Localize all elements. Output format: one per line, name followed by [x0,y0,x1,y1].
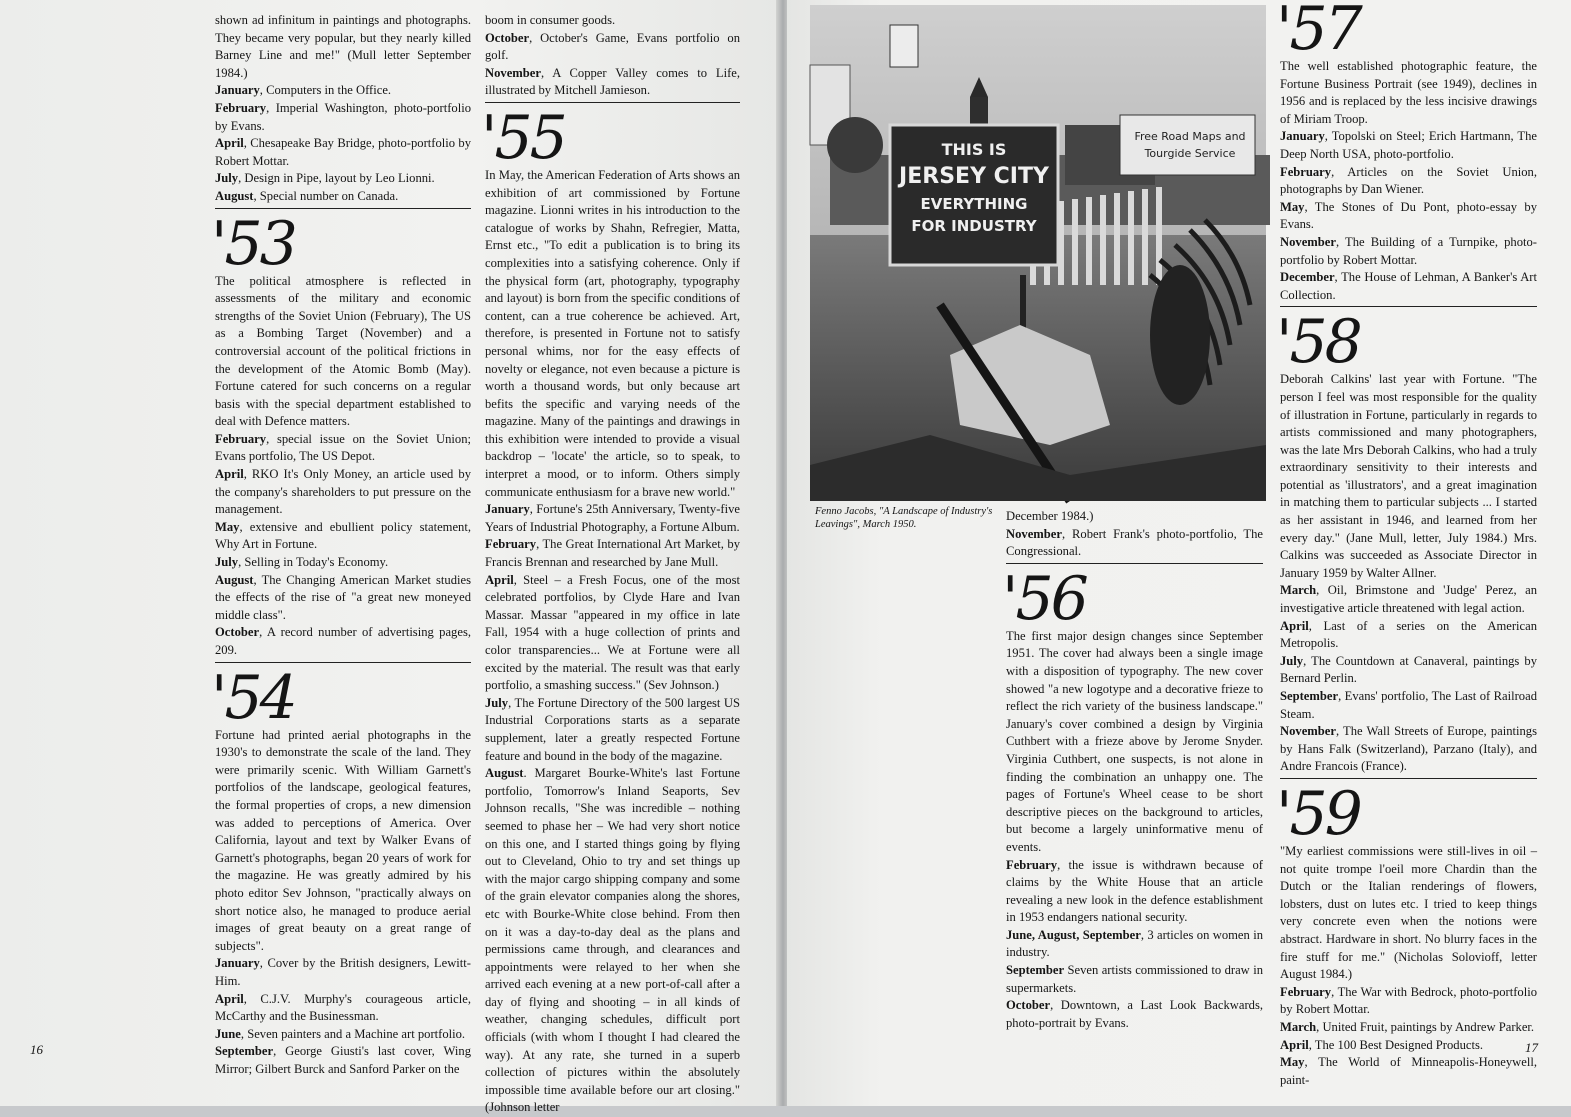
list-item [215,100,471,135]
entry-month: April [215,467,244,482]
entry-list [1280,582,1537,776]
entry-text: , the issue is withdrawn because of claims by the White House that an article revealing a new look in the defence establishment in 1953 endangers national security. [1006,857,1263,925]
entry-list [215,431,471,660]
list-item [1280,234,1537,269]
paragraph: The political atmosphere is reflected in assessments of the military and economic strengths of the Soviet Union (February), The US as a Bombing Target (November) and a controversial account of the political frictions in the development of the Atomic Bomb (May). Fortune catered for such concerns on a regular basis with the special department established to deal with Defence matters. [215,273,471,429]
entry-text: , Chesapeake Bay Bridge, photo-portfolio by Robert Mottar. [215,136,471,168]
entry-text: , A Copper Valley comes to Life, illustrated by Mitchell Jamieson. [485,65,740,98]
page-number-right: 17 [1525,1040,1538,1055]
list-item [485,501,740,536]
entry-text: , Robert Frank's photo-portfolio, The Congressional. [1006,526,1263,559]
entry-text: , RKO It's Only Money, an article used by the company's shareholders to put pressure on the management. [215,467,471,517]
entry-list [1280,128,1537,304]
year-heading-54: '54 [211,662,295,733]
entry-text: , The Wall Streets of Europe, paintings by Hans Falk (Switzerland), Parzano (Italy), and Andre Francois (France). [1280,724,1537,774]
billboard-line: Free Road Maps and [1134,130,1246,143]
entry-text: , United Fruit, paintings by Andrew Parker. [1316,1019,1535,1034]
list-item [215,170,471,188]
list-item [215,554,471,572]
list-item [485,572,740,695]
entry-month: January [1280,129,1325,144]
entry-text: , Fortune's 25th Anniversary, Twenty-five Years of Industrial Photography, a Fortune Album. [485,502,740,534]
entry-month: February [1280,984,1332,999]
entry-month: October [1006,998,1051,1013]
entry-month: February [1006,857,1058,872]
list-item [215,991,471,1026]
paragraph: "My earliest commissions were still-lives in oil – not quite trompe l'oeil more Chardin than the Dutch or the Italian renderings of flowers, lobsters, dust on lutes etc. I tried to keep things very concrete even when the notions were abstract. Hardware in short. No blurry faces in the fire stuff for me." (Nicholas Solovioff, letter August 1984.) [1280,843,1537,982]
list-item [1280,582,1537,617]
entry-list [1006,857,1263,1033]
list-item [1280,269,1537,304]
list-item [1280,688,1537,723]
list-item [1280,128,1537,163]
entry-text: , special issue on the Soviet Union; Evans portfolio, The US Depot. [215,431,471,464]
list-item [1280,199,1537,234]
list-item [1280,1037,1537,1055]
list-item [215,82,471,100]
sign-line: JERSEY CITY [899,164,1049,189]
list-item [215,1043,471,1078]
entry-text: , Oil, Brimstone and 'Judge' Perez, an investigative article threatened with legal action. [1280,583,1537,616]
list-item [1280,164,1537,199]
entry-text: . Margaret Bourke-White's last Fortune portfolio, Tomorrow's Inland Seaports, Sev Johnson recalls, "She was incredible – nothing seemed to phase her – We had very short notice on this one, and I started things going by flying out to Cleveland, Ohio to try and set things up with the major cargo shipping company and some of the grain elevator companies along the shores, etc with Bourke-White close behind. From then on it was a day-to-day deal as the plans and permissions came through, and clearances and appointments were relayed to her when she arrived each evening at a new port-of-call after a day of flying and shooting – in all kinds of weather, changing schedules, difficult port officials (with whom I thought I had cleared the way). At any rate, she turned in a superb collection of pictures within the absolutely impossible time available before our art closing." (Johnson letter [485,766,740,1115]
entry-text: , Last of a series on the American Metropolis. [1280,618,1537,651]
list-item [215,466,471,519]
entry-month: January [215,956,260,971]
entry-text: , Selling in Today's Economy. [238,555,389,570]
year-heading-53: '53 [211,208,295,279]
list-item [1006,927,1263,962]
list-item [215,624,471,659]
entry-text: , Topolski on Steel; Erich Hartmann, The Deep North USA, photo-portfolio. [1280,129,1537,161]
list-item [1006,857,1263,927]
list-item [215,1026,471,1044]
entry-month: January [215,83,260,98]
page-number-left: 16 [30,1042,43,1057]
entry-month: May [1280,199,1305,214]
list-item [1006,997,1263,1032]
list-item [215,188,471,206]
list-item [1280,618,1537,653]
entry-month: April [215,136,244,151]
list-item [485,536,740,571]
entry-month: March [1280,583,1317,598]
list-item [1280,1054,1537,1089]
entry-month: July [215,555,239,570]
sign-line: THIS IS [941,140,1007,159]
jersey-city-photo [810,5,1266,501]
paragraph: Deborah Calkins' last year with Fortune. "The person I feel was most responsible for the quality of illustration in Fortune, particularly in regards to artists commissioned and many photographers, was the late Mrs Deborah Calkins, who had a truly extraordinary sensitivity to their interests and potential as 'illustrators', and a great imagination in matching them to particular subjects ... I started as her assistant in 1946, and learned from her every day." (Jane Mull, letter, July 1984.) Mrs. Calkins was succeeded as Associate Director in January 1959 by Walter Allner. [1280,372,1537,580]
list-item [215,135,471,170]
entry-text: , Seven painters and a Machine art portfolio. [240,1026,466,1041]
paragraph: Fortune had printed aerial photographs in the 1930's to demonstrate the scale of the land. They were primarily scenic. With William Garnett's portfolios of the landscape, geological features, the formal properties of crops, a new dimension was added to perceptions of America. Over California, layout and text by Walker Evans of Garnett's photographs, began 20 years of work for the magazine. He was greatly admired by his photo editor Sev Johnson, "practically always on short notice also, he managed to produce aerial images of great beauty on a great range of subjects". [215,727,471,953]
paragraph: The well established photographic feature, the Fortune Business Portrait (see 1949), declines in 1956 and is replaced by the less incisive drawings of Miriam Troop. [1280,59,1537,126]
paragraph: December 1984.) [1006,509,1094,523]
list-item [215,431,471,466]
entry-month: July [1280,653,1304,668]
entry-text: , The Building of a Turnpike, photo-portfolio by Robert Mottar. [1280,234,1537,267]
entry-text: , The Great International Art Market, by Francis Brennan and researched by Jane Mull. [485,537,740,570]
photo-caption: Fenno Jacobs, "A Landscape of Industry's Leavings", March 1950. [815,506,993,530]
entry-month: August [485,766,524,781]
entry-text: , Special number on Canada. [253,188,399,203]
year-heading-55: '55 [481,102,565,173]
entry-month: February [215,100,267,115]
entry-month: April [1280,1037,1309,1052]
entry-text: , Articles on the Soviet Union, photographs by Dan Wiener. [1280,164,1537,197]
year-heading-59: '59 [1276,778,1360,849]
entry-text: , The Changing American Market studies the effects of the rise of "a great new moneyed middle class". [215,572,471,622]
list-item [215,519,471,554]
list-item [485,30,740,65]
entry-month: April [1280,618,1309,633]
billboard-line: Tourgide Service [1144,147,1236,160]
entry-month: May [215,519,240,534]
entry-month: October [485,30,530,45]
entry-month: September [1006,963,1065,978]
column-2 [481,12,740,1115]
entry-month: November [1280,724,1336,739]
entry-month: January [485,502,530,517]
entry-text: , 3 articles on women in industry. [1006,927,1263,960]
list-item [1280,653,1537,688]
entry-month: March [1280,1019,1317,1034]
entry-text: , Design in Pipe, layout by Leo Lionni. [238,171,435,186]
photo-illustration [810,5,1266,501]
entry-text: , The 100 Best Designed Products. [1308,1037,1484,1052]
entry-text: , C.J.V. Murphy's courageous article, McCarthy and the Businessman. [215,991,471,1024]
list-item [485,65,740,100]
entry-text: , Imperial Washington, photo-portfolio by Evans. [215,100,471,133]
list-item [1280,984,1537,1019]
paragraph: boom in consumer goods. [485,13,616,27]
entry-month: June [215,1026,241,1041]
entry-text: , The Fortune Directory of the 500 largest US Industrial Corporations starts as a separate supplement, later a greatly respected Fortune feature and bound in the body of the magazine. [485,695,740,763]
entry-month: August [215,572,254,587]
sign-line: EVERYTHING [920,195,1028,213]
entry-list [1280,984,1537,1090]
list-item [1006,526,1263,561]
entry-month: December [1280,270,1335,285]
entry-text: Seven artists commissioned to draw in supermarkets. [1006,963,1263,995]
paragraph: The first major design changes since September 1951. The cover had always been a single image with a disposition of typography. The new cover showed "a new logotype and a decorative frieze to reflect the rich variety of the business landscape." January's cover combined a design by Virginia Cuthbert with a frieze above by Jerome Snyder. Virginia Cuthbert, one suspects, is not alone in finding the combination an unhappy one. The pages of Fortune's Wheel cease to be short descriptive pieces on the background to articles, but become a largely uninformative menu of events. [1006,628,1263,854]
entry-month: July [485,695,509,710]
entry-month: November [1280,234,1336,249]
column-3 [1002,508,1263,1030]
year-heading-57: '57 [1276,0,1360,64]
entry-text: , A record number of advertising pages, 209. [215,625,471,657]
entry-text: , George Giusti's last cover, Wing Mirror; Gilbert Burck and Sanford Parker on the [215,1044,471,1076]
list-item [1280,723,1537,776]
entry-text: , The Countdown at Canaveral, paintings by Bernard Perlin. [1280,653,1537,686]
entry-month: October [215,625,260,640]
entry-list [485,30,740,100]
list-item [215,572,471,625]
entry-text: , October's Game, Evans portfolio on golf. [485,30,740,63]
entry-month: February [1280,164,1332,179]
entry-month: July [215,171,239,186]
entry-list [215,82,471,205]
entry-month: September [1280,689,1339,703]
entry-month: February [485,537,537,552]
list-item [485,765,740,1117]
entry-text: , Evans' portfolio, The Last of Railroad Steam. [1280,689,1537,721]
list-item [1006,962,1263,997]
entry-text: , The War with Bedrock, photo-portfolio by Robert Mottar. [1280,984,1537,1017]
entry-month: April [215,991,244,1006]
paragraph: In May, the American Federation of Arts shows an exhibition of art commissioned by Fortune magazine. Lionni writes in his introduction to the catalogue of works by Shahn, Refregier, Matta, Ernst etc., "To edit a publication is to bring its complexities into a satisfying coherence. Only if the physical form (art, photography, typography and layout) is born from the specific conditions of content, can a true coherence be achieved. Art, therefore, is presented in Fortune not to satisfy personal whims, nor for the easy effects of novelty or elegance, not even because a picture is worth a thousand words, but only because art befits the specific and varying needs of the magazine. Many of the paintings and drawings in this exhibition were intended to provide a visual backdrop – 'locate' the article, so to speak, to interpret a mood, or to inform. Others simply communicate enthusiasm for a brave new world." [485,167,740,499]
list-item [485,695,740,765]
entry-list [1006,526,1263,561]
column-1 [211,12,471,1076]
entry-month: April [485,572,514,587]
entry-text: , Cover by the British designers, Lewitt-Him. [215,956,471,988]
entry-text: , The World of Minneapolis-Honeywell, paint- [1280,1055,1537,1087]
entry-text: , extensive and ebullient policy statement, Why Art in Fortune. [215,519,471,552]
entry-month: September [215,1044,274,1059]
entry-month: May [1280,1055,1305,1070]
entry-text: , The Stones of Du Pont, photo-essay by Evans. [1280,199,1537,232]
entry-month: June, August, September [1006,927,1141,942]
entry-list [215,955,471,1078]
year-heading-58: '58 [1276,307,1360,378]
year-heading-56: '56 [1002,563,1086,634]
list-item [1280,1019,1537,1037]
sign-line: FOR INDUSTRY [911,217,1037,235]
paragraph: shown ad infinitum in paintings and photographs. They became very popular, but they nearly killed Barney Line and me!" (Mull letter September 1984.) [215,13,471,80]
entry-month: August [215,188,254,203]
entry-month: November [1006,526,1062,541]
entry-text: , Steel – a Fresh Focus, one of the most celebrated portfolios, by Clyde Hare and Ivan Massar. Massar "appeared in my office in late Fall, 1954 with a huge collection of prints and color transparencies... We at Fortune were all excited by the material. The result was that early portfolio, a smashing success." (Sev Johnson.) [485,572,740,693]
entry-text: , Downtown, a Last Look Backwards, photo-portrait by Evans. [1006,998,1263,1030]
entry-text: , Computers in the Office. [259,83,392,98]
list-item [215,955,471,990]
entry-month: February [215,431,267,446]
entry-month: November [485,65,541,80]
entry-list [485,501,740,1117]
entry-text: , The House of Lehman, A Banker's Art Collection. [1280,270,1537,302]
